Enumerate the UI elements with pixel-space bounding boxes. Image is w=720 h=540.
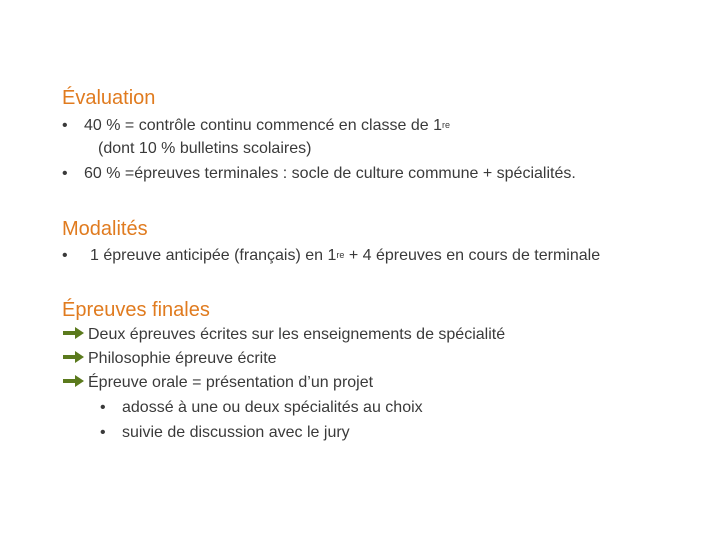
epreuves-item-3 (62, 373, 373, 393)
bullet-dot: • (100, 424, 106, 441)
epreuves-subitem-2 (100, 423, 350, 443)
evaluation-bullet-2 (62, 164, 576, 184)
arrow-right-icon (62, 350, 86, 364)
evaluation-bullet-1-sub: (dont 10 % bulletins scolaires) (98, 140, 312, 157)
bullet-dot: • (62, 165, 68, 182)
modalites-bullet-pre: 1 épreuve anticipée (français) en 1 (90, 247, 337, 264)
modalites-bullet-sup: re (336, 250, 345, 260)
epreuves-item-1-text: Deux épreuves écrites sur les enseignements de spécialité (88, 326, 506, 343)
epreuves-item-2 (62, 349, 277, 369)
arrow-right-icon (62, 326, 86, 340)
epreuves-item-3-text: Épreuve orale = présentation d’un projet (88, 374, 374, 391)
evaluation-bullet-1-sup: re (441, 120, 450, 130)
evaluation-bullet-1-text: 40 % = contrôle continu commencé en classe de 1 (84, 117, 442, 134)
evaluation-bullet-1 (62, 116, 450, 136)
epreuves-subitem-1-text: adossé à une ou deux spécialités au choix (122, 399, 423, 416)
bullet-dot: • (62, 117, 68, 134)
arrow-right-icon (62, 374, 86, 388)
evaluation-bullet-2-text: 60 % =épreuves terminales : socle de culture commune + spécialités. (84, 165, 576, 182)
epreuves-subitem-2-text: suivie de discussion avec le jury (122, 424, 350, 441)
heading-modalites: Modalités (62, 218, 148, 240)
heading-evaluation: Évaluation (62, 87, 156, 109)
bullet-dot: • (62, 247, 68, 264)
epreuves-subitem-1 (100, 398, 423, 418)
bullet-dot: • (100, 399, 106, 416)
epreuves-item-2-text: Philosophie épreuve écrite (88, 350, 277, 367)
epreuves-item-1 (62, 325, 505, 345)
heading-epreuves-finales: Épreuves finales (62, 299, 210, 321)
modalites-bullet-post: + 4 épreuves en cours de terminale (344, 247, 601, 264)
modalites-bullet (62, 246, 600, 266)
